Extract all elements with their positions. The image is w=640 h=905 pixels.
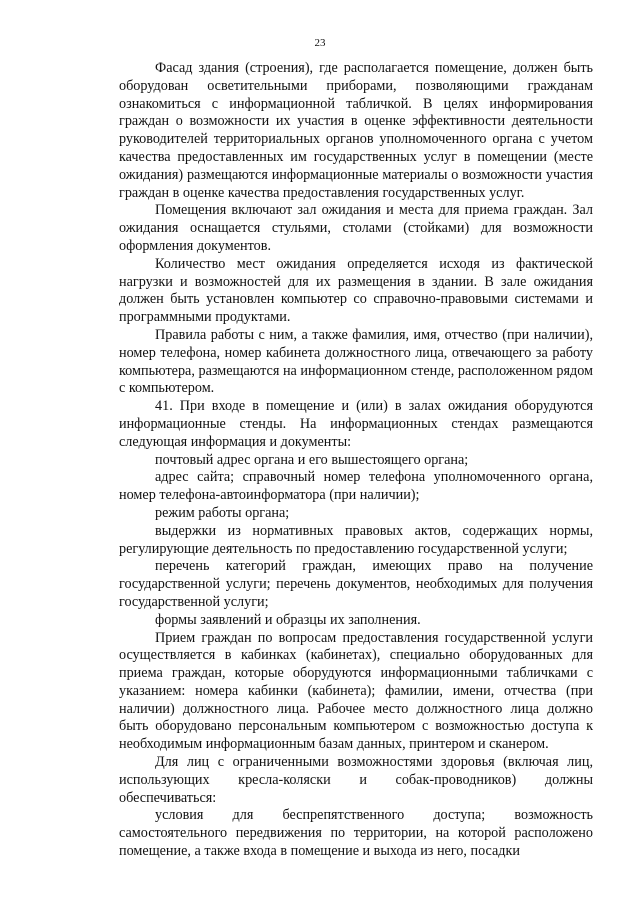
paragraph: Помещения включают зал ожидания и места для приема граждан. Зал ожидания оснащается стульями, столами (стойками) для возможности оформления документов. [119, 202, 593, 254]
paragraph: условия для беспрепятственного доступа; возможность самостоятельного передвижения по территории, на которой расположено помещение, а также входа в помещение и выхода из него, посадки [119, 807, 593, 860]
list-item: адрес сайта; справочный номер телефона уполномоченного органа, номер телефона-автоинформатора (при наличии); [119, 469, 593, 504]
list-item: режим работы органа; [155, 504, 290, 521]
paragraph: Прием граждан по вопросам предоставления государственной услуги осуществляется в кабинках (кабинетах), специально оборудованных для приема граждан, которые оборудуются информационными табличками с указанием: номера кабинки (кабинета); фамилии, имени, отчества (при наличии) должностного лица. Рабочее место должностного лица должно быть оборудовано персональным компьютером с возможностью доступа к необходимым информационным базам данных, принтером и сканером. [119, 629, 593, 753]
page-number: 23 [314, 37, 326, 49]
paragraph: 41. При входе в помещение и (или) в залах ожидания оборудуются информационные стенды. На информационных стендах размещаются следующая информация и документы: [119, 398, 593, 450]
list-item: почтовый адрес органа и его вышестоящего органа; [155, 451, 469, 468]
list-item: перечень категорий граждан, имеющих право на получение государственной услуги; перечень документов, необходимых для получения государственной услуги; [119, 558, 593, 610]
list-item: формы заявлений и образцы их заполнения. [155, 611, 421, 628]
paragraph: Количество мест ожидания определяется исходя из фактической нагрузки и возможностей для их размещения в здании. В зале ожидания должен быть установлен компьютер со справочно-правовыми системами и программными продуктами. [119, 255, 593, 326]
paragraph: Фасад здания (строения), где располагается помещение, должен быть оборудован осветительными приборами, позволяющими гражданам ознакомиться с информационной табличкой. В целях информирования граждан о возможности их участия в оценке эффективности деятельности руководителей территориальных органов уполномоченного органа с учетом качества предоставленных им государственных услуг в помещении (месте ожидания) размещаются информационные материалы о возможности участия граждан в оценке качества предоставления государственных услуг. [119, 60, 593, 201]
paragraph: Правила работы с ним, а также фамилия, имя, отчество (при наличии), номер телефона, номер кабинета должностного лица, отвечающего за работу компьютера, размещаются на информационном стенде, расположенном рядом с компьютером. [119, 326, 593, 397]
list-item: выдержки из нормативных правовых актов, содержащих нормы, регулирующие деятельность по предоставлению государственной услуги; [119, 522, 593, 557]
document-body [119, 60, 593, 861]
paragraph: Для лиц с ограниченными возможностями здоровья (включая лиц, использующих кресла-коляски и собак-проводников) должны обеспечиваться: [119, 754, 593, 806]
